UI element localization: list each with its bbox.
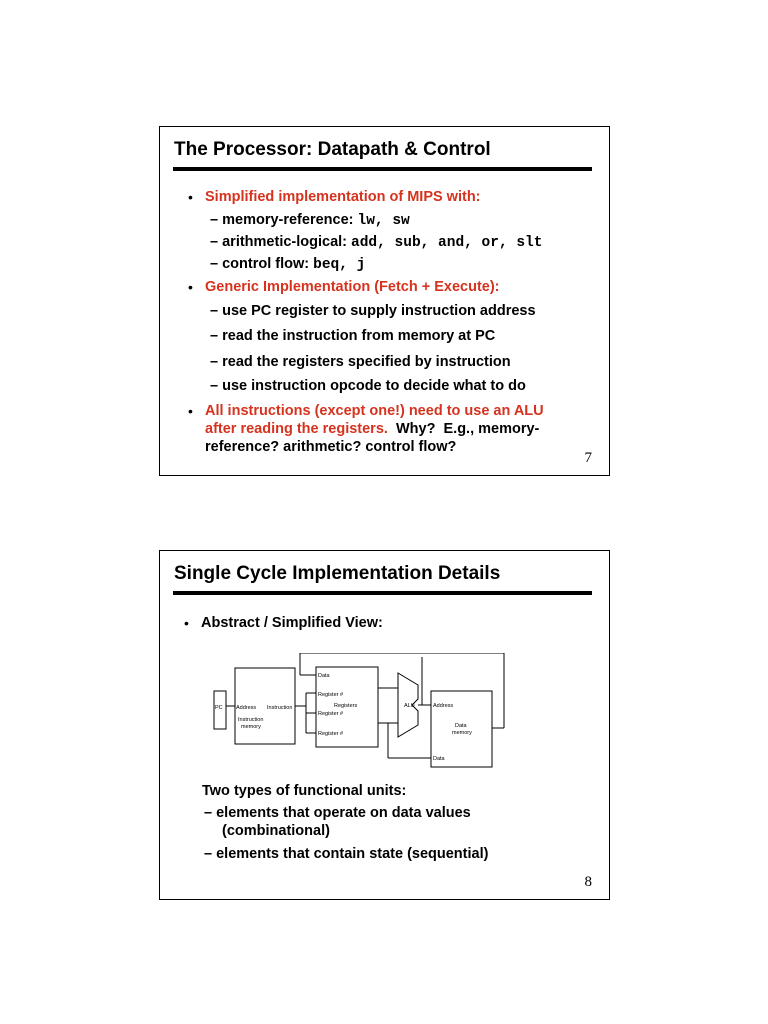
im-address-label: Address	[236, 705, 257, 711]
bullet-alu-line-3: reference? arithmetic? control flow?	[205, 439, 457, 455]
units-heading: Two types of functional units:	[202, 783, 407, 799]
page-number: 8	[584, 874, 592, 890]
rf-title: Registers	[334, 703, 358, 709]
dm-address-label: Address	[433, 703, 454, 709]
subbullet-pc-register: – use PC register to supply instruction address	[210, 303, 536, 319]
rf-register3-label: Register #	[318, 731, 344, 737]
subbullet-memory-reference: – memory-reference: lw, sw	[210, 212, 410, 229]
unit-combinational-line-1: – elements that operate on data values	[204, 805, 471, 821]
slide-8	[159, 550, 610, 900]
subbullet-control-flow: – control flow: beq, j	[210, 256, 366, 273]
bullet: •	[188, 189, 193, 205]
subbullet-arithmetic-logical: – arithmetic-logical: add, sub, and, or, slt	[210, 234, 543, 251]
im-title-1: Instruction	[238, 717, 264, 723]
pc-label: PC	[215, 705, 223, 711]
bullet-abstract-view: Abstract / Simplified View:	[201, 615, 383, 631]
alu-label: ALU	[404, 703, 415, 709]
im-title-2: memory	[241, 724, 261, 730]
bullet: •	[188, 279, 193, 295]
unit-sequential: – elements that contain state (sequential)	[204, 846, 489, 862]
bullet: •	[184, 615, 189, 631]
bullet-alu-line-2: after reading the registers. Why? E.g., memory-	[205, 421, 540, 437]
slide-7	[159, 126, 610, 476]
slide-title: The Processor: Datapath & Control	[174, 139, 491, 160]
rf-register2-label: Register #	[318, 711, 344, 717]
rf-register1-label: Register #	[318, 692, 344, 698]
bullet-simplified-mips: Simplified implementation of MIPS with:	[205, 189, 481, 205]
im-instruction-label: Instruction	[267, 705, 293, 711]
bullet: •	[188, 403, 193, 419]
datapath-diagram	[212, 653, 512, 775]
dm-data-label: Data	[433, 756, 445, 762]
title-rule	[173, 591, 592, 595]
title-rule	[173, 167, 592, 171]
dm-title-2: memory	[452, 730, 472, 736]
subbullet-read-instruction: – read the instruction from memory at PC	[210, 328, 496, 344]
unit-combinational-line-2: (combinational)	[222, 823, 330, 839]
subbullet-read-registers: – read the registers specified by instruction	[210, 354, 511, 370]
page-number: 7	[584, 450, 592, 466]
rf-data-label: Data	[318, 673, 330, 679]
subbullet-opcode: – use instruction opcode to decide what to do	[210, 378, 526, 394]
slide-title: Single Cycle Implementation Details	[174, 563, 501, 584]
bullet-alu-line-1: All instructions (except one!) need to use an ALU	[205, 403, 544, 419]
dm-title-1: Data	[455, 723, 467, 729]
bullet-generic-implementation: Generic Implementation (Fetch + Execute):	[205, 279, 500, 295]
